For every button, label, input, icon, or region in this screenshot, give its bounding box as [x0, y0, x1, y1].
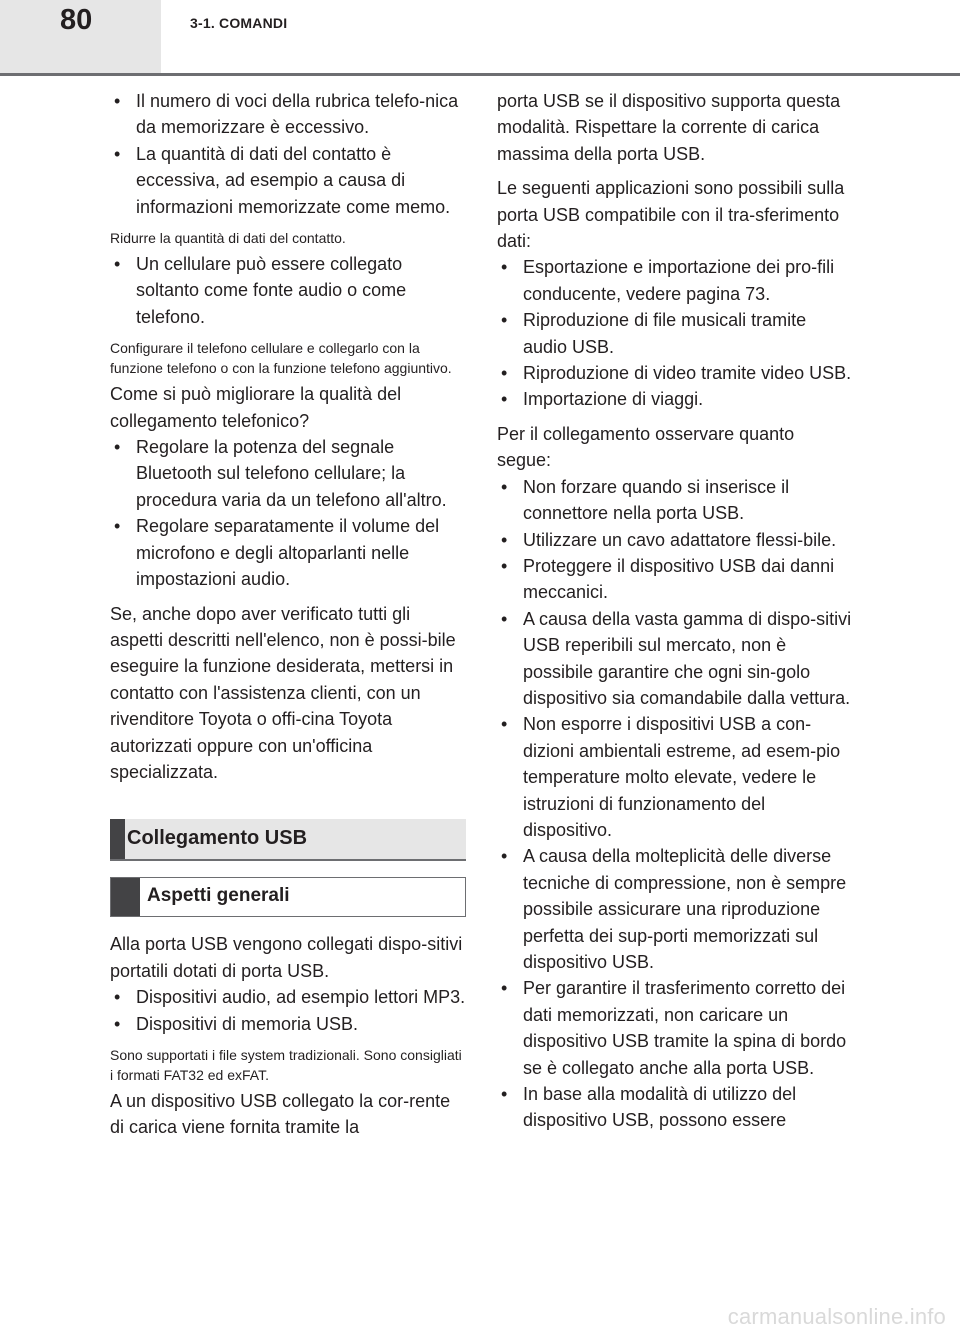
right-column [497, 88, 853, 1142]
subsection-heading [110, 877, 466, 917]
paragraph: Le seguenti applicazioni sono possibili sulla porta USB compatibile con il tra-sferimento dati: [497, 178, 845, 252]
bullet-list-6 [497, 474, 853, 1134]
list-item: • Dispositivi audio, ad esempio lettori MP3. [110, 984, 466, 1010]
list-item: • Dispositivi di memoria USB. [110, 1011, 466, 1037]
heading-bar [110, 819, 125, 859]
left-column [110, 88, 466, 1149]
header-divider [0, 73, 960, 76]
list-item: • La quantità di dati del contatto è eccessiva, ad esempio a causa di informazioni memorizzate come memo. [110, 141, 466, 220]
list-item: • Importazione di viaggi. [497, 386, 853, 412]
bullet-list-4 [110, 984, 466, 1037]
page-number: 80 [60, 4, 93, 36]
list-item: • Un cellulare può essere collegato soltanto come fonte audio o come telefono. [110, 251, 466, 330]
paragraph: Come si può migliorare la qualità del collegamento telefonico? [110, 384, 402, 431]
paragraph: A un dispositivo USB collegato la cor-rente di carica viene fornita tramite la [110, 1090, 451, 1138]
list-item: • Esportazione e importazione dei pro-fili conducente, vedere pagina 73. [497, 254, 853, 307]
note-text: Ridurre la quantità di dati del contatto. [110, 230, 346, 247]
section-heading-text: Collegamento USB [127, 827, 308, 850]
paragraph: Se, anche dopo aver verificato tutti gli aspetti descritti nell'elenco, non è possi-bile eseguire la funzione desiderata, mettersi in contatto con l'assistenza clienti, con un rivenditore Toyota o offi-cina Toyota autorizzati oppure con un'officina specializzata. [110, 603, 456, 782]
list-item: • Il numero di voci della rubrica telefo-nica da memorizzare è eccessivo. [110, 88, 466, 141]
bullet-list-2 [110, 251, 466, 330]
bullet-list-3 [110, 434, 466, 592]
watermark: carmanualsonline.info [727, 1304, 946, 1329]
note-text: Sono supportati i file system tradizionali. Sono consigliati i formati FAT32 ed exFAT. [110, 1046, 462, 1083]
note-text: Configurare il telefono cellulare e collegarlo con la funzione telefono o con la funzione telefono aggiuntivo. [110, 340, 452, 377]
bullet-list-1 [110, 88, 466, 220]
paragraph: Per il collegamento osservare quanto segue: [497, 423, 795, 471]
list-item: • Riproduzione di file musicali tramite audio USB. [497, 307, 853, 360]
heading-bar [111, 878, 140, 916]
list-item: • Proteggere il dispositivo USB dai danni meccanici. [497, 553, 853, 606]
paragraph: porta USB se il dispositivo supporta questa modalità. Rispettare la corrente di carica massima della porta USB. [497, 91, 841, 164]
list-item: • Regolare separatamente il volume del microfono e degli altoparlanti nelle impostazioni audio. [110, 513, 466, 592]
list-item: • Regolare la potenza del segnale Bluetooth sul telefono cellulare; la procedura varia da un telefono all'altro. [110, 434, 466, 513]
subsection-heading-text: Aspetti generali [147, 885, 290, 907]
list-item: • Riproduzione di video tramite video USB. [497, 360, 853, 386]
list-item: • Non esporre i dispositivi USB a con-dizioni ambientali estreme, ad esem-pio temperature molto elevate, vedere le istruzioni di funzionamento del dispositivo. [497, 711, 853, 843]
list-item: • A causa della vasta gamma di dispo-sitivi USB reperibili sul mercato, non è possibile garantire che ogni sin-golo dispositivo sia comandabile dalla vettura. [497, 606, 853, 712]
list-item: • A causa della molteplicità delle diverse tecniche di compressione, non è sempre possibile assicurare una riproduzione perfetta dei sup-porti memorizzati sul dispositivo USB. [497, 843, 853, 975]
section-heading [110, 819, 466, 861]
list-item: • Non forzare quando si inserisce il connettore nella porta USB. [497, 474, 853, 527]
list-item: • Per garantire il trasferimento corretto dei dati memorizzati, non caricare un dispositivo USB tramite la spina di bordo se è collegato anche alla porta USB. [497, 975, 853, 1081]
section-title: 3-1. COMANDI [190, 15, 288, 31]
page-number-box [0, 0, 161, 73]
bullet-list-5 [497, 254, 853, 412]
paragraph: Alla porta USB vengono collegati dispo-sitivi portatili dotati di porta USB. [110, 934, 463, 981]
list-item: • Utilizzare un cavo adattatore flessi-bile. [497, 527, 853, 553]
list-item: • In base alla modalità di utilizzo del dispositivo USB, possono essere [497, 1081, 853, 1134]
